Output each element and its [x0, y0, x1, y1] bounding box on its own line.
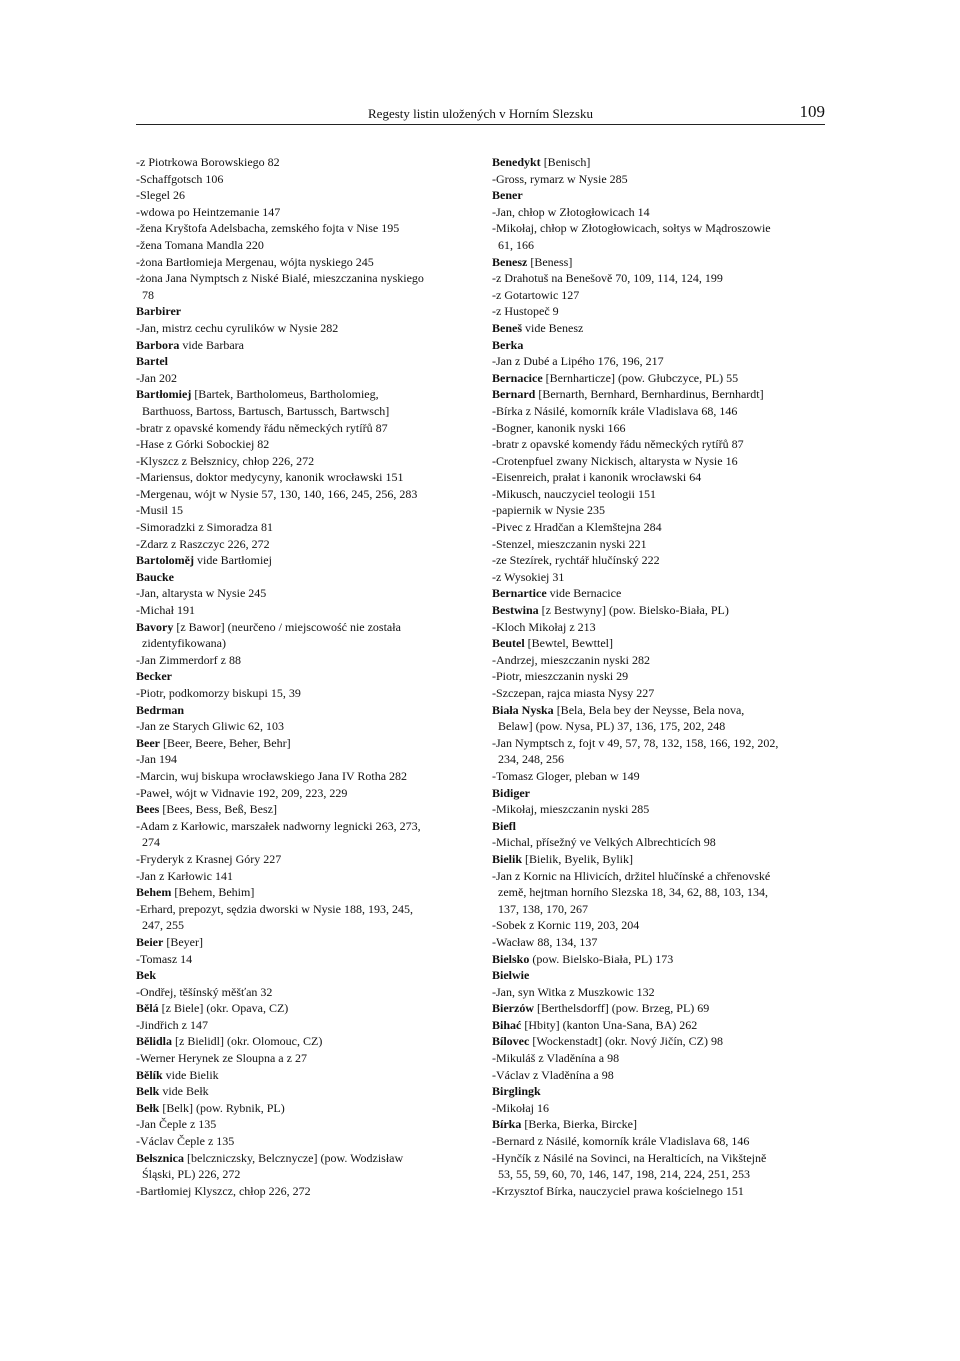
headword: Bełsznica — [136, 1150, 184, 1165]
index-entry-line — [492, 486, 828, 503]
entry-text: -Bogner, kanonik nyski 166 — [492, 420, 626, 435]
headword: Bartel — [136, 354, 168, 369]
index-entry-line — [492, 220, 828, 237]
index-entry-line — [492, 519, 828, 536]
entry-text: -Kloch Mikołaj z 213 — [492, 619, 596, 634]
index-entry-line — [136, 436, 472, 453]
headword: Bierzów — [492, 1001, 534, 1016]
index-entry-line — [492, 934, 828, 951]
index-entry-line — [136, 403, 472, 420]
index-entry-line — [136, 519, 472, 536]
index-headword-line — [136, 1150, 472, 1167]
index-headword-line — [492, 187, 828, 204]
headword: Bener — [492, 188, 523, 203]
index-entry-line — [492, 685, 828, 702]
headword: Bielwie — [492, 968, 530, 983]
entry-text: [Behem, Behim] — [171, 885, 255, 900]
index-entry-line — [492, 303, 828, 320]
index-entry-line — [136, 818, 472, 835]
headword: Biała Nyska — [492, 702, 554, 717]
entry-text: -Jan Nymptsch z, fojt v 49, 57, 78, 132, 158, 166, 192, 202, — [492, 735, 779, 750]
entry-text: -z Piotrkowa Borowskiego 82 — [136, 155, 280, 169]
headword: Biefl — [492, 818, 516, 833]
index-headword-line — [136, 569, 472, 586]
entry-text: -Szczepan, rajca miasta Nysy 227 — [492, 686, 655, 700]
index-headword-line — [136, 884, 472, 901]
entry-text: [z Bawor] (neurčeno / miejscowość nie została — [173, 619, 401, 634]
index-entry-line — [492, 420, 828, 437]
headword: Birglingk — [492, 1084, 541, 1099]
entry-text: -Bírka z Násilé, komorník krále Vladislava 68, 146 — [492, 403, 738, 418]
entry-text: vide Barbara — [179, 337, 244, 352]
entry-text: -Werner Herynek ze Sloupna a z 27 — [136, 1051, 307, 1066]
headword: Bírka — [492, 1117, 522, 1132]
headword: Beer — [136, 735, 160, 750]
index-entry-line — [136, 984, 472, 1001]
entry-text: [Belk] (pow. Rybnik, PL) — [159, 1100, 285, 1115]
headword: Barbora — [136, 337, 180, 352]
page-number: 109 — [799, 102, 825, 121]
index-entry-line — [136, 685, 472, 702]
header-title: Regesty listin uložených v Horním Slezsku — [368, 106, 593, 121]
index-entry-line — [136, 718, 472, 735]
index-entry-line — [492, 469, 828, 486]
entry-text: -Paweł, wójt w Vidnavie 192, 209, 223, 229 — [136, 785, 348, 800]
index-entry-line — [136, 635, 472, 652]
index-entry-line — [136, 951, 472, 968]
entry-text: -Bernard z Násilé, komorník krále Vladislava 68, 146 — [492, 1134, 750, 1149]
index-entry-line — [492, 868, 828, 885]
entry-text: zidentyfikowana) — [142, 636, 226, 651]
index-entry-line — [136, 785, 472, 802]
entry-text: -žena Kryštofa Adelsbacha, zemského fojta v Nise 195 — [136, 221, 400, 236]
index-entry-line — [492, 270, 828, 287]
entry-text: -Krzysztof Bírka, nauczyciel prawa kościelnego 151 — [492, 1183, 744, 1198]
headword: Bek — [136, 968, 157, 983]
index-entry-line — [492, 984, 828, 1001]
entry-text: -Jan Čeple z 135 — [136, 1117, 217, 1132]
index-headword-line — [492, 818, 828, 835]
entry-text: -żona Bartłomieja Mergenau, wójta nyskiego 245 — [136, 254, 374, 269]
index-headword-line — [492, 154, 828, 171]
headword: Baucke — [136, 569, 175, 584]
index-headword-line — [492, 1017, 828, 1034]
entry-text: -Mikołaj 16 — [492, 1100, 549, 1115]
index-entry-line — [136, 502, 472, 519]
entry-text: -Jan 202 — [136, 370, 177, 385]
entry-text: -Eisenreich, prałat i kanonik wrocławski 64 — [492, 470, 702, 485]
entry-text: -Mikuláš z Vladěnína a 98 — [492, 1051, 620, 1066]
entry-text: -Jindřich z 147 — [136, 1017, 208, 1032]
index-entry-line — [136, 602, 472, 619]
index-entry-line — [136, 204, 472, 221]
index-entry-line — [492, 287, 828, 304]
entry-text: -Schaffgotsch 106 — [136, 171, 224, 186]
entry-text: [Hbity] (kanton Una-Sana, BA) 262 — [521, 1017, 698, 1032]
index-entry-line — [136, 171, 472, 188]
index-entry-line — [136, 237, 472, 254]
index-headword-line — [136, 801, 472, 818]
entry-text: země, hejtman horního Slezska 18, 34, 62, 88, 103, 134, — [498, 885, 768, 900]
entry-text: -z Wysokiej 31 — [492, 569, 565, 584]
index-entry-line — [492, 1150, 828, 1167]
entry-text: -Crotenpfuel zwany Nickisch, altarysta w Nysie 16 — [492, 453, 738, 468]
index-entry-line — [492, 1100, 828, 1117]
headword: Bělá — [136, 1001, 159, 1016]
entry-text: -bratr z opavské komendy řádu německých rytířů 87 — [492, 437, 744, 452]
index-entry-line — [492, 884, 828, 901]
entry-text: -papiernik w Nysie 235 — [492, 503, 605, 518]
index-headword-line — [492, 702, 828, 719]
entry-text: -Ondřej, těšínský měšťan 32 — [136, 984, 273, 999]
entry-text: -Hase z Górki Sobockiej 82 — [136, 437, 270, 452]
index-entry-line — [492, 735, 828, 752]
index-entry-line — [136, 320, 472, 337]
index-entry-line — [492, 768, 828, 785]
entry-text: -Jan 194 — [136, 752, 177, 767]
index-entry-line — [136, 1183, 472, 1200]
entry-text: [Bartek, Bartholomeus, Bartholomieg, — [191, 387, 379, 402]
index-entry-line — [492, 436, 828, 453]
index-entry-line — [136, 254, 472, 271]
index-entry-line — [136, 851, 472, 868]
index-entry-line — [136, 187, 472, 204]
index-entry-line — [136, 751, 472, 768]
index-entry-line — [136, 917, 472, 934]
index-entry-line — [136, 220, 472, 237]
index-headword-line — [136, 668, 472, 685]
entry-text: vide Bielik — [162, 1067, 219, 1082]
index-headword-line — [492, 386, 828, 403]
entry-text: -Michal, přísežný ve Velkých Albrechticích 98 — [492, 835, 716, 850]
index-headword-line — [492, 967, 828, 984]
entry-text: -Tomasz Gloger, pleban w 149 — [492, 768, 640, 783]
index-entry-line — [492, 204, 828, 221]
headword: Bavory — [136, 619, 174, 634]
entry-text: Belaw] (pow. Nysa, PL) 37, 136, 175, 202, 248 — [498, 719, 726, 734]
entry-text: -Piotr, mieszczanin nyski 29 — [492, 669, 629, 684]
entry-text: -Erhard, prepozyt, sędzia dworski w Nysie 188, 193, 245, — [136, 901, 413, 916]
index-entry-line — [492, 834, 828, 851]
entry-text: -Bartłomiej Klyszcz, chłop 226, 272 — [136, 1183, 311, 1198]
entry-text: [z Biele] (okr. Opava, CZ) — [158, 1001, 289, 1016]
index-headword-line — [492, 1116, 828, 1133]
headword: Bielsko — [492, 951, 530, 966]
index-headword-line — [136, 303, 472, 320]
headword: Beutel — [492, 636, 525, 651]
index-entry-line — [492, 1183, 828, 1200]
index-entry-line — [492, 536, 828, 553]
entry-text: -Michał 191 — [136, 603, 195, 618]
index-entry-line — [492, 917, 828, 934]
index-headword-line — [136, 619, 472, 636]
index-entry-line — [136, 287, 472, 304]
index-headword-line — [492, 1083, 828, 1100]
index-entry-line — [136, 1050, 472, 1067]
index-headword-line — [136, 967, 472, 984]
headword: Beier — [136, 934, 164, 949]
index-headword-line — [136, 934, 472, 951]
entry-text: -Jan, syn Witka z Muszkowic 132 — [492, 984, 655, 999]
entry-text: -Jan z Dubé a Lipého 176, 196, 217 — [492, 354, 664, 369]
entry-text: vide Benesz — [522, 320, 584, 335]
entry-text: [Beness] — [527, 254, 573, 269]
index-column-left — [136, 154, 472, 1199]
entry-text: -z Gotartowic 127 — [492, 287, 580, 302]
entry-text: -Mikołaj, chłop w Złotogłowicach, sołtys w Mądroszowie — [492, 221, 771, 236]
entry-text: [Berka, Bierka, Bircke] — [521, 1117, 637, 1132]
entry-text: -Zdarz z Raszczyc 226, 272 — [136, 536, 270, 551]
index-headword-line — [136, 386, 472, 403]
index-entry-line — [492, 652, 828, 669]
index-entry-line — [492, 1166, 828, 1183]
entry-text: -Jan ze Starych Gliwic 62, 103 — [136, 719, 284, 734]
entry-text: 61, 166 — [498, 237, 534, 252]
entry-text: 53, 55, 59, 60, 70, 146, 147, 198, 214, 224, 251, 253 — [498, 1167, 750, 1182]
headword: Berka — [492, 337, 524, 352]
index-headword-line — [136, 1033, 472, 1050]
headword: Bidiger — [492, 785, 530, 800]
entry-text: [Beyer] — [163, 934, 203, 949]
index-headword-line — [136, 337, 472, 354]
entry-text: (pow. Bielsko-Biała, PL) 173 — [529, 951, 674, 966]
headword: Bihać — [492, 1017, 522, 1032]
index-entry-line — [492, 1133, 828, 1150]
index-entry-line — [136, 420, 472, 437]
headword: Bílovec — [492, 1034, 530, 1049]
index-headword-line — [136, 1000, 472, 1017]
headword: Barbirer — [136, 304, 182, 319]
index-entry-line — [492, 901, 828, 918]
index-entry-line — [136, 834, 472, 851]
index-entry-line — [492, 801, 828, 818]
index-entry-line — [492, 237, 828, 254]
entry-text: -Wacław 88, 134, 137 — [492, 934, 598, 949]
entry-text: -Mikusch, nauczyciel teologii 151 — [492, 486, 656, 501]
entry-text: 234, 248, 256 — [498, 752, 564, 767]
entry-text: -Marcin, wuj biskupa wrocławskiego Jana IV Rotha 282 — [136, 768, 408, 783]
headword: Beneš — [492, 320, 522, 335]
entry-text: -Gross, rymarz w Nysie 285 — [492, 171, 628, 186]
index-entry-line — [136, 1133, 472, 1150]
running-header — [136, 100, 825, 125]
headword: Bełk — [136, 1100, 160, 1115]
index-headword-line — [492, 635, 828, 652]
entry-text: vide Bartłomiej — [193, 553, 272, 568]
entry-text: -Mariensus, doktor medycyny, kanonik wrocławski 151 — [136, 470, 404, 485]
entry-text: -Adam z Karłowic, marszałek nadworny legnicki 263, 273, — [136, 818, 421, 833]
entry-text: -Pivec z Hradčan a Klemštejna 284 — [492, 520, 662, 535]
headword: Bělidla — [136, 1034, 173, 1049]
entry-text: -Jan, mistrz cechu cyrulików w Nysie 282 — [136, 320, 339, 335]
headword: Bernard — [492, 387, 536, 402]
index-entry-line — [136, 536, 472, 553]
entry-text: Barthuoss, Bartoss, Bartusch, Bartussch, Bartwsch] — [142, 403, 390, 418]
entry-text: -ze Stezírek, rychtář hlučínský 222 — [492, 553, 660, 568]
index-entry-line — [136, 768, 472, 785]
index-entry-line — [136, 652, 472, 669]
entry-text: -Mergenau, wójt w Nysie 57, 130, 140, 166, 245, 256, 283 — [136, 486, 418, 501]
index-entry-line — [492, 718, 828, 735]
index-entry-line — [492, 751, 828, 768]
index-entry-line — [492, 353, 828, 370]
index-headword-line — [136, 702, 472, 719]
headword: Benesz — [492, 254, 528, 269]
entry-text: -Piotr, podkomorzy biskupi 15, 39 — [136, 686, 301, 700]
headword: Bernacice — [492, 370, 543, 385]
entry-text: Śląski, PL) 226, 272 — [142, 1167, 241, 1182]
index-entry-line — [492, 453, 828, 470]
index-entry-line — [136, 901, 472, 918]
index-headword-line — [492, 337, 828, 354]
entry-text: -Jan Zimmerdorf z 88 — [136, 652, 241, 667]
index-entry-line — [136, 486, 472, 503]
index-entry-line — [492, 502, 828, 519]
index-headword-line — [136, 1067, 472, 1084]
entry-text: -Klyszcz z Bełsznicy, chłop 226, 272 — [136, 453, 315, 468]
index-headword-line — [492, 254, 828, 271]
entry-text: -Jan, altarysta w Nysie 245 — [136, 586, 267, 601]
index-entry-line — [136, 1116, 472, 1133]
headword: Bartoloměj — [136, 553, 194, 568]
entry-text: -żona Jana Nymptsch z Niské Bialé, mieszczanina nyskiego — [136, 271, 424, 286]
entry-text: -Musil 15 — [136, 503, 184, 518]
index-entry-line — [136, 868, 472, 885]
entry-text: -Jan z Kornic na Hlivicích, držitel hlučínské a chřenovské — [492, 868, 771, 883]
entry-text: [Berthelsdorff] (pow. Brzeg, PL) 69 — [533, 1001, 710, 1016]
entry-text: -Václav z Vladěnína a 98 — [492, 1067, 614, 1082]
index-headword-line — [492, 951, 828, 968]
entry-text: [Beer, Beere, Beher, Behr] — [159, 735, 291, 750]
index-entry-line — [492, 1050, 828, 1067]
entry-text: vide Bernacice — [546, 586, 622, 601]
index-entry-line — [492, 1067, 828, 1084]
entry-text: -Slegel 26 — [136, 188, 185, 203]
index-headword-line — [136, 735, 472, 752]
index-headword-line — [136, 552, 472, 569]
headword: Behem — [136, 885, 172, 900]
entry-text: [z Bielidl] (okr. Olomouc, CZ) — [172, 1034, 323, 1049]
entry-text: [Bela, Bela bey der Neysse, Bela nova, — [553, 702, 745, 717]
index-headword-line — [492, 1000, 828, 1017]
entry-text: -Jan, chłop w Złotogłowicach 14 — [492, 204, 650, 219]
entry-text: [Bielik, Byelik, Bylik] — [522, 851, 634, 866]
index-headword-line — [492, 785, 828, 802]
headword: Benedykt — [492, 155, 541, 169]
headword: Bartłomiej — [136, 387, 192, 402]
index-entry-line — [136, 453, 472, 470]
index-entry-line — [136, 370, 472, 387]
headword: Bělík — [136, 1067, 163, 1082]
headword: Bedrman — [136, 702, 184, 717]
index-column-right — [492, 154, 828, 1199]
index-headword-line — [492, 1033, 828, 1050]
entry-text: [Wockenstadt] (okr. Nový Jičín, CZ) 98 — [529, 1034, 723, 1049]
entry-text: 247, 255 — [142, 918, 184, 933]
entry-text: -Tomasz 14 — [136, 951, 193, 966]
entry-text: -Sobek z Kornic 119, 203, 204 — [492, 918, 640, 933]
entry-text: [Bewtel, Bewttel] — [524, 636, 613, 651]
index-entry-line — [492, 403, 828, 420]
entry-text: -Jan z Karłowic 141 — [136, 868, 233, 883]
headword: Bees — [136, 802, 160, 817]
index-entry-line — [492, 552, 828, 569]
entry-text: [Bernharticze] (pow. Głubczyce, PL) 55 — [542, 370, 739, 385]
entry-text: -Mikołaj, mieszczanin nyski 285 — [492, 802, 650, 817]
index-entry-line — [136, 585, 472, 602]
entry-text: vide Bełk — [159, 1084, 209, 1099]
index-entry-line — [136, 1017, 472, 1034]
entry-text: [belczniczsky, Belcznycze] (pow. Wodzisław — [184, 1150, 404, 1165]
entry-text: -Andrzej, mieszczanin nyski 282 — [492, 652, 650, 667]
index-entry-line — [136, 1166, 472, 1183]
entry-text: [Bees, Bess, Beß, Besz] — [159, 802, 277, 817]
headword: Bernartice — [492, 586, 547, 601]
entry-text: -Simoradzki z Simoradza 81 — [136, 520, 273, 535]
entry-text: -Stenzel, mieszczanin nyski 221 — [492, 536, 647, 551]
entry-text: -Fryderyk z Krasnej Góry 227 — [136, 851, 282, 866]
entry-text: 78 — [142, 287, 154, 302]
entry-text: -z Hustopeč 9 — [492, 304, 559, 319]
index-entry-line — [492, 171, 828, 188]
index-headword-line — [492, 370, 828, 387]
index-entry-line — [492, 619, 828, 636]
entry-text: [Bernarth, Bernhard, Bernhardinus, Bernhardt] — [535, 387, 764, 402]
headword: Belk — [136, 1084, 160, 1099]
entry-text: -Hynčík z Násilé na Sovinci, na Heralticích, na Vikštejně — [492, 1150, 767, 1165]
entry-text: -bratr z opavské komendy řádu německých rytířů 87 — [136, 420, 388, 435]
entry-text: -žena Tomana Mandla 220 — [136, 237, 264, 252]
entry-text: 274 — [142, 835, 160, 850]
index-headword-line — [136, 353, 472, 370]
entry-text: [z Bestwyny] (pow. Bielsko-Biała, PL) — [538, 603, 729, 618]
headword: Becker — [136, 669, 172, 684]
index-headword-line — [492, 585, 828, 602]
index-entry-line — [492, 668, 828, 685]
entry-text: -Václav Čeple z 135 — [136, 1134, 235, 1149]
entry-text: -z Drahotuš na Benešově 70, 109, 114, 124, 199 — [492, 271, 723, 286]
index-entry-line — [136, 469, 472, 486]
entry-text: [Benisch] — [540, 155, 591, 169]
headword: Bielik — [492, 851, 523, 866]
headword: Bestwina — [492, 603, 539, 618]
index-headword-line — [492, 602, 828, 619]
index-headword-line — [492, 851, 828, 868]
entry-text: 137, 138, 170, 267 — [498, 901, 588, 916]
index-headword-line — [492, 320, 828, 337]
index-headword-line — [136, 1083, 472, 1100]
index-entry-line — [136, 270, 472, 287]
entry-text: -wdowa po Heintzemanie 147 — [136, 204, 281, 219]
index-headword-line — [136, 1100, 472, 1117]
index-entry-line — [136, 154, 472, 171]
index-entry-line — [492, 569, 828, 586]
